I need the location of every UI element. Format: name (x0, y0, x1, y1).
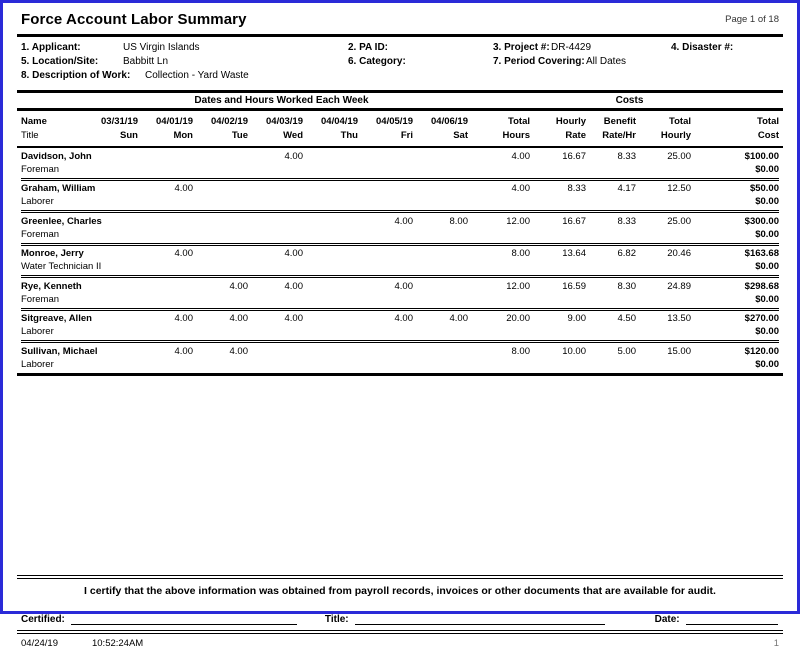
empty-cell (536, 228, 592, 241)
empty-cell (642, 260, 697, 273)
empty-cell (642, 325, 697, 338)
day-hours-value: 4.00 (394, 313, 413, 324)
day-hours-value (199, 247, 254, 260)
empty-cell (199, 358, 254, 371)
total-hours-value: 8.00 (511, 345, 530, 357)
day-column-weekday: Thu (340, 129, 358, 141)
benefit-rate-header: Benefit (603, 115, 636, 127)
total-cost-value: $100.00 (744, 150, 779, 162)
day-hours-value: 4.00 (174, 248, 193, 259)
day-hours-value: 4.00 (284, 313, 303, 324)
column-headers (21, 111, 779, 146)
empty-cell (144, 293, 199, 306)
benefit-rate-value: 8.33 (617, 215, 636, 227)
employee-title: Foreman (21, 228, 60, 240)
empty-cell (592, 293, 642, 306)
employee-row (21, 340, 779, 373)
day-hours-value (364, 150, 419, 163)
employee-row (21, 178, 779, 211)
empty-cell (642, 358, 697, 371)
total-hours-value: 4.00 (511, 150, 530, 162)
day-hours-value: 8.00 (449, 215, 468, 227)
employee-row (21, 275, 779, 308)
title-bar (21, 11, 779, 34)
total-hours-value: 20.00 (506, 313, 530, 324)
empty-cell (309, 293, 364, 306)
total-hours-value: 4.00 (511, 183, 530, 194)
total-cost-header-2: Cost (757, 129, 779, 141)
employee-title: Foreman (21, 293, 60, 305)
hourly-rate-value: 16.67 (562, 215, 586, 227)
total-hourly-value: 12.50 (667, 183, 691, 194)
total-hourly-value: 13.50 (667, 313, 691, 324)
empty-cell (199, 195, 254, 208)
empty-cell (364, 358, 419, 371)
day-hours-value: 4.00 (174, 313, 193, 324)
day-hours-value (199, 215, 254, 228)
total-hourly-value: 20.46 (667, 248, 691, 259)
empty-cell (592, 325, 642, 338)
print-time: 10:52:24AM (91, 637, 144, 649)
total-cost-line2-value: $0.00 (755, 196, 779, 207)
day-hours-value (364, 247, 419, 260)
field-row-1 (21, 42, 779, 56)
empty-cell (254, 163, 309, 176)
empty-cell (89, 325, 144, 338)
empty-cell (89, 163, 144, 176)
empty-cell (254, 195, 309, 208)
category-label: 6. Category: (348, 56, 406, 67)
empty-cell (89, 358, 144, 371)
employee-name: Rye, Kenneth (21, 280, 82, 292)
empty-cell (364, 228, 419, 241)
hourly-rate-value: 13.64 (562, 248, 586, 259)
empty-cell (254, 228, 309, 241)
day-column-date: 04/06/19 (431, 115, 468, 127)
hourly-rate-value: 9.00 (567, 313, 586, 324)
print-date: 04/24/19 (21, 637, 58, 649)
dates-group-header: Dates and Hours Worked Each Week (194, 95, 369, 106)
blank-area (21, 376, 779, 575)
empty-cell (254, 293, 309, 306)
hourly-rate-value: 16.59 (562, 280, 586, 292)
empty-cell (89, 260, 144, 273)
day-hours-value: 4.00 (394, 280, 413, 292)
day-hours-value (309, 345, 364, 358)
empty-cell (199, 293, 254, 306)
title-signature-line (355, 613, 605, 625)
field-row-3 (21, 70, 779, 84)
empty-cell (419, 163, 474, 176)
footer-page-number: 1 (773, 637, 779, 649)
header-fields (21, 42, 779, 90)
day-hours-value (309, 247, 364, 260)
day-column-weekday: Fri (400, 129, 413, 141)
day-hours-value: 4.00 (284, 150, 303, 162)
empty-cell (592, 195, 642, 208)
total-cost-line2-value: $0.00 (755, 163, 779, 175)
employee-title: Laborer (21, 326, 54, 337)
empty-cell (364, 325, 419, 338)
day-hours-value (254, 345, 309, 358)
empty-cell (254, 358, 309, 371)
benefit-rate-value: 4.50 (617, 313, 636, 324)
empty-cell (592, 260, 642, 273)
total-cost-value: $50.00 (749, 183, 779, 194)
title-label: Title: (324, 613, 349, 625)
day-hours-value (144, 215, 199, 228)
day-hours-value: 4.00 (174, 183, 193, 194)
name-column-header: Name (21, 115, 47, 127)
empty-cell (144, 358, 199, 371)
day-column-date: 04/02/19 (211, 115, 248, 127)
total-cost-line2-value: $0.00 (755, 358, 779, 370)
empty-cell (199, 325, 254, 338)
empty-cell (199, 163, 254, 176)
day-column-weekday: Wed (283, 129, 303, 141)
column-header-line-2 (21, 129, 779, 143)
total-hourly-value: 24.89 (667, 280, 691, 292)
total-cost-line2-value: $0.00 (755, 228, 779, 240)
signature-row (21, 610, 779, 625)
day-hours-value (89, 247, 144, 260)
period-value: All Dates (586, 56, 627, 67)
employee-row (21, 210, 779, 243)
certified-label: Certified: (21, 613, 65, 625)
day-hours-value (309, 215, 364, 228)
field-row-2 (21, 56, 779, 70)
employee-title: Water Technician II (21, 261, 102, 272)
day-hours-value (89, 182, 144, 195)
empty-cell (309, 358, 364, 371)
pa-id-label: 2. PA ID: (348, 42, 389, 53)
hourly-rate-value: 16.67 (562, 150, 586, 162)
day-hours-value (309, 312, 364, 325)
empty-cell (642, 163, 697, 176)
employee-name: Monroe, Jerry (21, 248, 84, 259)
date-signature-line (686, 613, 778, 625)
day-hours-value (364, 182, 419, 195)
total-hourly-header: Total (669, 115, 691, 127)
empty-cell (89, 195, 144, 208)
page-indicator: Page 1 of 18 (725, 14, 779, 25)
total-cost-value: $270.00 (744, 313, 779, 324)
empty-cell (536, 195, 592, 208)
day-hours-value (254, 182, 309, 195)
benefit-rate-value: 5.00 (617, 345, 636, 357)
day-hours-value (144, 280, 199, 293)
day-hours-value: 4.00 (229, 280, 248, 292)
employee-name: Graham, William (21, 183, 96, 194)
day-hours-value (89, 215, 144, 228)
hourly-rate-value: 10.00 (562, 345, 586, 357)
day-hours-value (419, 247, 474, 260)
report-title: Force Account Labor Summary (21, 11, 247, 28)
location-label: 5. Location/Site: (21, 56, 99, 67)
period-label: 7. Period Covering: (493, 56, 585, 67)
day-hours-value (89, 345, 144, 358)
total-hourly-header-2: Hourly (660, 129, 691, 141)
footer-top-rule (17, 630, 783, 634)
total-hourly-value: 15.00 (667, 345, 691, 357)
work-description-value: Collection - Yard Waste (145, 70, 249, 81)
total-hours-header: Total (508, 115, 530, 127)
total-hours-value: 12.00 (506, 280, 530, 292)
day-column-date: 04/01/19 (156, 115, 193, 127)
empty-cell (144, 195, 199, 208)
day-column-weekday: Tue (231, 129, 248, 141)
day-hours-value (199, 150, 254, 163)
day-hours-value (199, 182, 254, 195)
employee-name: Sullivan, Michael (21, 345, 98, 357)
employee-name: Sitgreave, Allen (21, 313, 92, 324)
empty-cell (642, 195, 697, 208)
empty-cell (364, 293, 419, 306)
work-description-label: 8. Description of Work: (21, 70, 131, 81)
title-column-header: Title (21, 129, 39, 141)
empty-cell (89, 228, 144, 241)
benefit-rate-value: 6.82 (617, 248, 636, 259)
empty-cell (536, 325, 592, 338)
employee-row (21, 308, 779, 341)
empty-cell (592, 358, 642, 371)
hourly-rate-value: 8.33 (567, 183, 586, 194)
day-hours-value (419, 182, 474, 195)
empty-cell (364, 260, 419, 273)
empty-cell (199, 228, 254, 241)
footer-bar (21, 638, 779, 649)
day-hours-value: 4.00 (394, 215, 413, 227)
employee-name: Davidson, John (21, 150, 92, 162)
employee-title: Laborer (21, 196, 54, 207)
location-value: Babbitt Ln (123, 56, 169, 67)
benefit-rate-value: 8.33 (617, 150, 636, 162)
empty-cell (642, 293, 697, 306)
empty-cell (364, 195, 419, 208)
disaster-label: 4. Disaster #: (671, 42, 734, 53)
day-hours-value (309, 150, 364, 163)
empty-cell (419, 325, 474, 338)
empty-cell (536, 293, 592, 306)
applicant-label: 1. Applicant: (21, 42, 81, 53)
empty-cell (592, 163, 642, 176)
empty-cell (309, 195, 364, 208)
day-hours-value: 4.00 (229, 313, 248, 324)
certified-signature-line (71, 613, 297, 625)
day-hours-value (254, 215, 309, 228)
total-hourly-value: 25.00 (667, 215, 691, 227)
empty-cell (364, 163, 419, 176)
total-cost-line2-value: $0.00 (755, 293, 779, 305)
total-cost-value: $120.00 (744, 345, 779, 357)
day-hours-value (89, 280, 144, 293)
day-column-weekday: Sat (453, 129, 468, 141)
empty-cell (419, 260, 474, 273)
empty-cell (419, 293, 474, 306)
day-hours-value (364, 345, 419, 358)
empty-cell (474, 293, 536, 306)
day-hours-value (419, 150, 474, 163)
day-column-date: 04/03/19 (266, 115, 303, 127)
day-hours-value (89, 150, 144, 163)
empty-cell (309, 163, 364, 176)
day-hours-value (144, 150, 199, 163)
hourly-rate-header: Hourly (555, 115, 586, 127)
total-cost-line2-value: $0.00 (755, 326, 779, 337)
table-rows (21, 148, 779, 373)
day-hours-value: 4.00 (284, 248, 303, 259)
total-hours-value: 12.00 (506, 215, 530, 227)
total-hourly-value: 25.00 (667, 150, 691, 162)
title-rule (17, 34, 783, 37)
day-hours-value: 4.00 (284, 280, 303, 292)
empty-cell (309, 228, 364, 241)
employee-row (21, 148, 779, 178)
empty-cell (419, 358, 474, 371)
empty-cell (474, 228, 536, 241)
total-cost-header: Total (757, 115, 779, 127)
empty-cell (536, 358, 592, 371)
empty-cell (536, 260, 592, 273)
empty-cell (642, 228, 697, 241)
benefit-rate-value: 8.30 (617, 280, 636, 292)
day-column-date: 04/04/19 (321, 115, 358, 127)
day-hours-value: 4.00 (449, 313, 468, 324)
empty-cell (144, 228, 199, 241)
employee-title: Laborer (21, 358, 54, 370)
empty-cell (474, 358, 536, 371)
day-hours-value (309, 182, 364, 195)
empty-cell (89, 293, 144, 306)
certification-top-rule (17, 575, 783, 579)
day-hours-value: 4.00 (174, 345, 193, 357)
empty-cell (144, 325, 199, 338)
total-cost-value: $298.68 (744, 280, 779, 292)
empty-cell (419, 228, 474, 241)
empty-cell (144, 163, 199, 176)
empty-cell (474, 260, 536, 273)
day-column-weekday: Mon (173, 129, 193, 141)
total-cost-line2-value: $0.00 (755, 261, 779, 272)
total-hours-header-2: Hours (502, 129, 530, 141)
empty-cell (199, 260, 254, 273)
empty-cell (309, 325, 364, 338)
empty-cell (474, 163, 536, 176)
empty-cell (254, 260, 309, 273)
day-column-date: 04/05/19 (376, 115, 413, 127)
empty-cell (536, 163, 592, 176)
day-column-weekday: Sun (120, 129, 138, 141)
day-hours-value (309, 280, 364, 293)
project-label: 3. Project #: (493, 42, 550, 53)
date-label: Date: (654, 613, 680, 625)
benefit-rate-header-2: Rate/Hr (602, 129, 636, 141)
empty-cell (474, 195, 536, 208)
employee-row (21, 243, 779, 276)
project-value: DR-4429 (551, 42, 592, 53)
group-header-row (21, 93, 779, 108)
employee-title: Foreman (21, 163, 60, 175)
day-column-date: 03/31/19 (101, 115, 138, 127)
column-header-line-1 (21, 115, 779, 129)
applicant-value: US Virgin Islands (123, 42, 200, 53)
hourly-rate-header-2: Rate (565, 129, 586, 141)
employee-name: Greenlee, Charles (21, 215, 102, 227)
total-cost-value: $300.00 (744, 215, 779, 227)
day-hours-value: 4.00 (229, 345, 248, 357)
empty-cell (474, 325, 536, 338)
empty-cell (309, 260, 364, 273)
benefit-rate-value: 4.17 (617, 183, 636, 194)
empty-cell (592, 228, 642, 241)
day-hours-value (419, 280, 474, 293)
certification-statement: I certify that the above information was obtained from payroll records, invoices or other documents that are available for audit. (84, 584, 716, 597)
empty-cell (419, 195, 474, 208)
costs-group-header: Costs (615, 95, 644, 106)
empty-cell (254, 325, 309, 338)
day-hours-value (89, 312, 144, 325)
total-hours-value: 8.00 (511, 248, 530, 259)
day-hours-value (419, 345, 474, 358)
empty-cell (144, 260, 199, 273)
total-cost-value: $163.68 (744, 248, 779, 259)
